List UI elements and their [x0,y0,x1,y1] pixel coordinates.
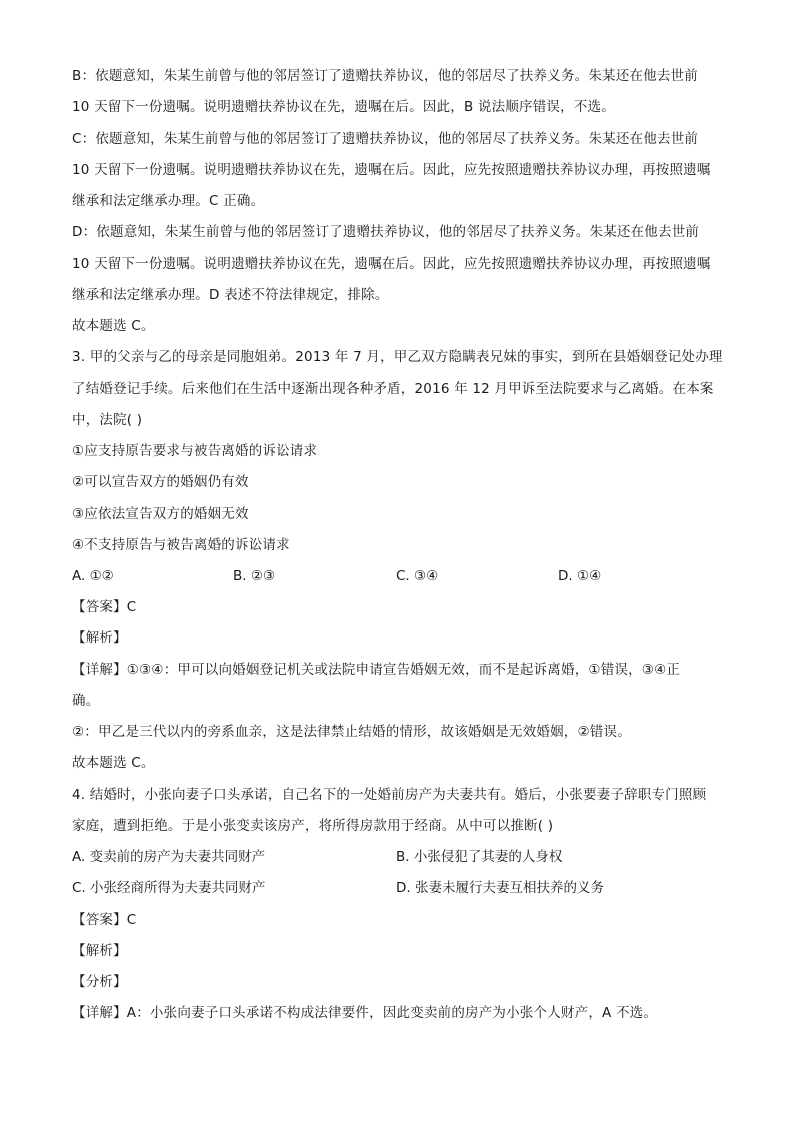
question-3-stem-line-1: 3. 甲的父亲与乙的母亲是同胞姐弟。2013 年 7 月，甲乙双方隐瞒表兄妹的事实，到所在县婚姻登记处办理 [72,349,723,365]
question-4-stem-line-2: 家庭，遭到拒绝。于是小张变卖该房产，将所得房款用于经商。从中可以推断( ) [72,818,554,834]
question-3-analysis-heading: 【解析】 [72,630,127,646]
question-2-conclusion: 故本题选 C。 [72,318,155,334]
question-4-detail-line-1: 【详解】A：小张向妻子口头承诺不构成法律要件，因此变卖前的房产为小张个人财产，A 不选。 [72,1005,658,1021]
question-3-stem-line-3: 中，法院( ) [72,412,143,428]
question-4-answer: 【答案】C [72,912,137,928]
option-b-explanation-line-1: B：依题意知，朱某生前曾与他的邻居签订了遗赠扶养协议，他的邻居尽了扶养义务。朱某还在他去世前 [72,68,698,84]
option-b-explanation-line-2: 10 天留下一份遗嘱。说明遗赠扶养协议在先，遗嘱在后。因此，B 说法顺序错误，不选。 [72,99,615,115]
question-3-stem-line-2: 了结婚登记手续。后来他们在生活中逐渐出现各种矛盾，2016 年 12 月甲诉至法院要求与乙离婚。在本案 [72,381,714,397]
option-c-explanation-line-3: 继承和法定继承办理。C 正确。 [72,193,265,209]
question-4-stem-line-1: 4. 结婚时，小张向妻子口头承诺，自己名下的一处婚前房产为夫妻共有。婚后，小张要妻子辞职专门照顾 [72,787,707,803]
question-4-option-c: C. 小张经商所得为夫妻共同财产 [72,880,266,896]
question-3-item-2: ②可以宣告双方的婚姻仍有效 [72,474,249,490]
question-3-item-4: ④不支持原告与被告离婚的诉讼请求 [72,537,290,553]
question-3-item-3: ③应依法宣告双方的婚姻无效 [72,506,249,522]
question-4-option-b: B. 小张侵犯了其妻的人身权 [396,849,563,865]
question-4-option-d: D. 张妻未履行夫妻互相扶养的义务 [396,880,604,896]
question-3-answer: 【答案】C [72,599,137,615]
question-3-detail-line-1: 【详解】①③④：甲可以向婚姻登记机关或法院申请宣告婚姻无效，而不是起诉离婚，①错误，③④正 [72,662,681,678]
question-4-option-a: A. 变卖前的房产为夫妻共同财产 [72,849,266,865]
question-4-fenxi-heading: 【分析】 [72,974,127,990]
question-3-option-c: C. ③④ [396,568,439,584]
question-3-item-1: ①应支持原告要求与被告离婚的诉讼请求 [72,443,318,459]
question-3-detail-line-2: 确。 [72,693,100,709]
question-3-option-d: D. ①④ [558,568,602,584]
question-3-option-b: B. ②③ [233,568,276,584]
option-c-explanation-line-1: C：依题意知，朱某生前曾与他的邻居签订了遗赠扶养协议，他的邻居尽了扶养义务。朱某还在他去世前 [72,131,699,147]
option-d-explanation-line-1: D：依题意知，朱某生前曾与他的邻居签订了遗赠扶养协议，他的邻居尽了扶养义务。朱某还在他去世前 [72,224,700,240]
question-3-option-a: A. ①② [72,568,114,584]
option-d-explanation-line-2: 10 天留下一份遗嘱。说明遗赠扶养协议在先，遗嘱在后。因此，应先按照遗赠扶养协议办理，再按照遗嘱 [72,256,711,272]
option-c-explanation-line-2: 10 天留下一份遗嘱。说明遗赠扶养协议在先，遗嘱在后。因此，应先按照遗赠扶养协议办理，再按照遗嘱 [72,162,711,178]
question-3-detail-line-3: ②：甲乙是三代以内的旁系血亲，这是法律禁止结婚的情形，故该婚姻是无效婚姻，②错误。 [72,724,631,740]
option-d-explanation-line-3: 继承和法定继承办理。D 表述不符法律规定，排除。 [72,287,389,303]
question-4-analysis-heading: 【解析】 [72,943,127,959]
question-3-conclusion: 故本题选 C。 [72,755,155,771]
